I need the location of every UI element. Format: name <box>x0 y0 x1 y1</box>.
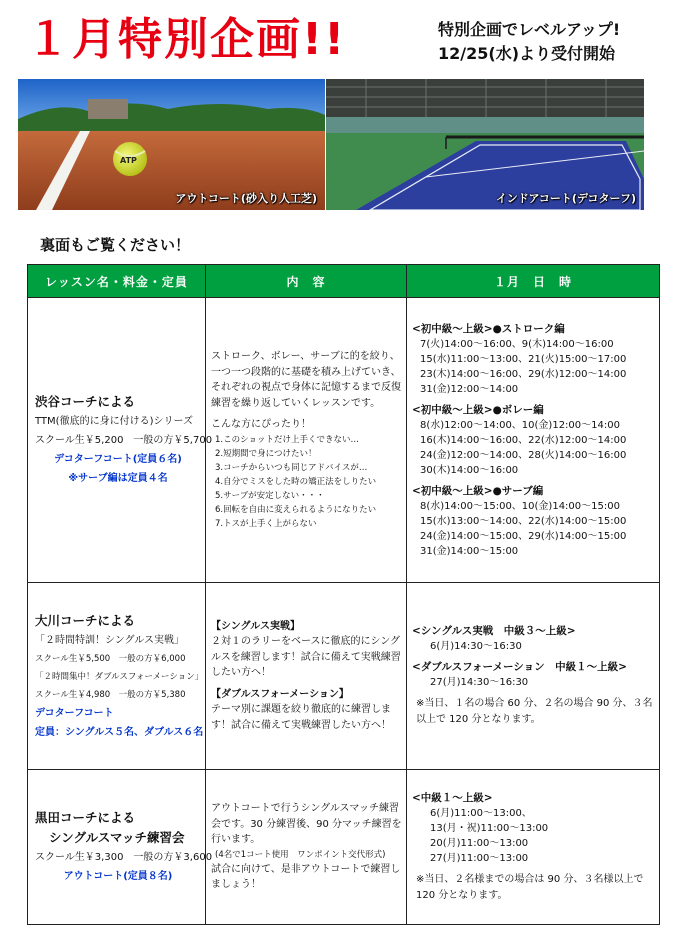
tennis-ball-text: ATP <box>120 156 137 165</box>
lesson-schedule-cell <box>407 298 660 583</box>
schedule-line: 15(水)11:00～13:00、21(火)15:00～17:00 <box>420 353 627 365</box>
lesson-price-doubles: スクール生￥4,980 一般の方￥5,380 <box>35 689 186 700</box>
list-item: 5.サーブが安定しない・・・ <box>215 490 325 501</box>
header-content: 内 容 <box>206 265 407 298</box>
schedule-line: 13(月・祝)11:00～13:00 <box>430 822 549 834</box>
list-item: 2.短期間で身につけたい！ <box>215 448 317 459</box>
schedule-line: 6(月)11:00～13:00、 <box>430 807 532 819</box>
lesson-price: スクール生￥3,300 一般の方￥3,600 <box>35 852 213 863</box>
schedule-line: 15(水)13:00～14:00、22(水)14:00～15:00 <box>420 515 627 527</box>
coach-name: 黒田コーチによる <box>35 810 136 825</box>
serve-schedule-heading: <初中級～上級>●サーブ編 <box>412 484 544 497</box>
schedule-line: 16(木)14:00～16:00、22(水)12:00～14:00 <box>420 434 627 446</box>
match-schedule-heading: <中級１～上級> <box>412 791 493 804</box>
schedule-line: 24(金)14:00～15:00、29(水)14:00～15:00 <box>420 530 627 542</box>
header-lesson-name: レッスン名・料金・定員 <box>28 265 206 298</box>
schedule-line: 30(木)14:00～16:00 <box>420 464 519 476</box>
lesson-name: TTM(徹底的に身に付ける)シリーズ <box>35 416 193 427</box>
list-item: 3.コーチからいつも同じアドバイスが… <box>215 462 368 473</box>
table-row <box>28 298 660 583</box>
singles-heading: 【シングルス実戦】 <box>211 620 300 632</box>
schedule-line: 27(月)11:00～13:00 <box>430 852 529 864</box>
schedule-line: 24(金)12:00～14:00、28(火)14:00～16:00 <box>420 449 627 461</box>
recommend-heading: こんな方にぴったり！ <box>211 419 311 431</box>
singles-description: ２対１のラリーをベースに徹底的にシングルスを練習します！試合に備えて実戦練習したい方へ！ <box>211 636 401 679</box>
lesson-description: アウトコートで行うシングルスマッチ練習会です。30 分練習後、90 分マッチ練習を行います。 <box>211 803 402 846</box>
tagline-line-2: 12/25(水)より受付開始 <box>438 44 616 63</box>
court-capacity: 定員：シングルス５名、ダブルス６名 <box>35 726 204 738</box>
lesson-content-cell <box>206 770 407 925</box>
page-title: １月特別企画!! <box>26 14 347 65</box>
schedule-line: 8(水)14:00～15:00、10(金)14:00～15:00 <box>420 500 620 512</box>
volley-schedule-heading: <初中級～上級>●ボレー編 <box>412 403 544 416</box>
court-type: デコターフコート <box>35 707 114 719</box>
table-header-row <box>28 265 660 298</box>
lesson-name-doubles: 「２時間集中！ダブルスフォーメーション」 <box>35 671 204 682</box>
list-item: 7.トスが上手く上がらない <box>215 518 317 529</box>
coach-name: 渋谷コーチによる <box>35 394 136 409</box>
header-schedule: １月 日 時 <box>407 265 660 298</box>
schedule-line: 27(月)14:30～16:30 <box>430 677 529 688</box>
schedule-line: 23(木)14:00～16:00、29(水)12:00～14:00 <box>420 368 627 380</box>
lesson-content-cell <box>206 583 407 770</box>
recommend-list <box>211 433 403 531</box>
lesson-info-cell <box>28 583 206 770</box>
lesson-schedule-cell <box>407 583 660 770</box>
schedule-line: 31(金)14:00～15:00 <box>420 545 519 557</box>
lesson-name: シングルスマッチ練習会 <box>49 830 185 845</box>
list-item: 4.自分でミスをした時の矯正法をしりたい <box>215 476 377 487</box>
doubles-description: テーマ別に課題を絞り徹底的に練習します！試合に備えて実戦練習したい方へ！ <box>211 704 391 731</box>
tagline-line-1: 特別企画でレベルアップ! <box>438 20 621 39</box>
lesson-schedule-cell <box>407 770 660 925</box>
schedule-line: 31(金)12:00～14:00 <box>420 383 519 395</box>
lesson-format-detail: (4名で1コート使用 ワンポイント交代形式) <box>215 849 386 860</box>
schedule-line: 7(火)14:00～16:00、9(木)14:00～16:00 <box>420 338 614 350</box>
indoor-court-caption: インドアコート(デコターフ) <box>495 192 636 205</box>
schedule-line: 20(月)11:00～13:00 <box>430 837 529 849</box>
table-row <box>28 770 660 925</box>
duration-note: ※当日、２名様までの場合は 90 分、３名様以上で 120 分となります。 <box>416 873 644 901</box>
outdoor-court-caption: アウトコート(砂入り人工芝) <box>175 192 317 205</box>
serve-capacity-note: ※サーブ編は定員４名 <box>68 473 168 484</box>
lesson-price-singles: スクール生￥5,500 一般の方￥6,000 <box>35 653 186 664</box>
schedule-line: 8(水)12:00～14:00、10(金)12:00～14:00 <box>420 419 620 431</box>
lesson-name-singles: 「２時間特訓！シングルス実戦」 <box>35 634 184 646</box>
lesson-table <box>27 264 660 925</box>
doubles-heading: 【ダブルスフォーメーション】 <box>211 688 349 700</box>
campaign-tagline <box>438 18 620 66</box>
list-item: 1.このショットだけ上手くできない… <box>215 434 359 445</box>
lesson-description: ストローク、ボレー、サーブに的を絞り、一つ一つ段階的に基礎を積み上げていき、それぞれの視点で身体に記憶するまで反復練習を繰り返していくレッスンです。 <box>211 351 401 409</box>
lesson-encouragement: 試合に向けて、是非アウトコートで練習しましょう！ <box>211 863 401 891</box>
see-reverse-notice: 裏面もご覧ください！ <box>40 236 191 254</box>
stroke-schedule-heading: <初中級～上級>●ストローク編 <box>412 322 565 335</box>
court-capacity: アウトコート(定員８名) <box>63 871 173 882</box>
lesson-info-cell <box>28 770 213 925</box>
schedule-line: 6(月)14:30～16:30 <box>430 641 522 652</box>
indoor-court-photo <box>326 79 644 210</box>
outdoor-court-photo <box>18 79 325 210</box>
doubles-schedule-heading: <ダブルスフォーメーション 中級１～上級> <box>412 661 627 673</box>
singles-schedule-heading: <シングルス実戦 中級３～上級> <box>412 625 576 637</box>
list-item: 6.回転を自由に変えられるようになりたい <box>215 504 377 515</box>
lesson-price: スクール生￥5,200 一般の方￥5,700 <box>35 435 213 446</box>
duration-note: ※当日、１名の場合 60 分、２名の場合 90 分、３名以上で 120 分となります。 <box>416 698 653 725</box>
lesson-info-cell <box>28 298 213 583</box>
coach-name: 大川コーチによる <box>35 612 136 628</box>
lesson-content-cell <box>206 298 407 583</box>
court-capacity: デコターフコート(定員６名) <box>54 454 182 465</box>
table-row <box>28 583 660 770</box>
